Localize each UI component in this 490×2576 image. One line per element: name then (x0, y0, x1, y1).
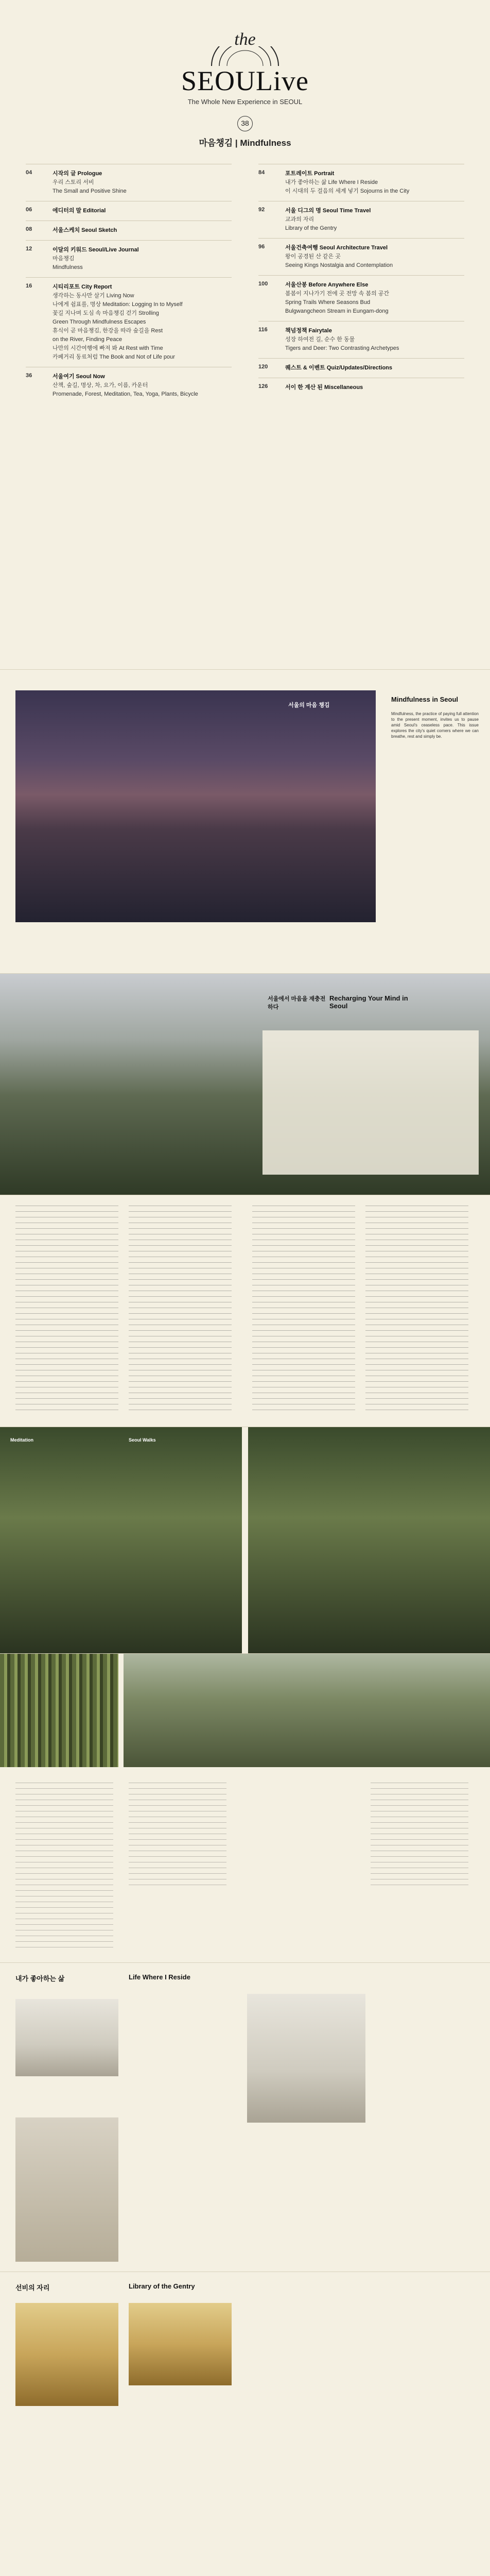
toc-page-number: 96 (258, 244, 265, 250)
spread6-text-1 (15, 1783, 113, 1953)
toc-row[interactable] (26, 277, 232, 367)
toc-page-number: 92 (258, 207, 265, 213)
spread3-title: Recharging Your Mind in Seoul (329, 994, 408, 1010)
toc-entry-line: 생각하는 동사만 살기 Living Now (52, 293, 134, 299)
toc-entry-line: 서이 한 계산 된 Miscellaneous (285, 384, 363, 391)
spread6-text-3 (371, 1783, 468, 1886)
spread-life-reside (0, 1963, 490, 2272)
spread-bamboo (0, 1654, 490, 1963)
toc-entry-line: 우리 스토리 서비 (52, 179, 94, 185)
spread2-kor-title: 서울의 마음 챙김 (288, 702, 330, 708)
toc-entry-line: The Small and Positive Shine (52, 188, 127, 194)
toc-entry-line: 서울여기 Seoul Now (52, 374, 105, 380)
toc-entry-line: 시작의 글 Prologue (52, 171, 102, 177)
toc-row[interactable] (26, 201, 232, 221)
spread-mindfulness (0, 670, 490, 974)
masthead-the: the (234, 30, 256, 49)
toc-entry-line: 내가 좋아하는 삶 Life Where I Reside (285, 179, 378, 185)
toc-row[interactable] (258, 201, 464, 238)
toc-row[interactable] (258, 238, 464, 275)
toc-row[interactable] (258, 358, 464, 378)
toc-entry-line: 포트레이트 Portrait (285, 171, 335, 177)
toc-entry-line: 서울 디그의 명 Seoul Time Travel (285, 208, 371, 214)
path-photo (124, 1654, 490, 1767)
toc-row[interactable] (258, 378, 464, 397)
toc-entry-line: 왕이 공경된 산 같은 곳 (285, 253, 341, 260)
toc-entry-line: 나에게 쉼표를, 명상 Meditation: Logging In to Myself (52, 301, 183, 308)
spread8-kor-title: 선비의 자리 (15, 2284, 50, 2292)
toc-row[interactable] (26, 221, 232, 240)
toc-entry-line: 서울스케치 Seoul Sketch (52, 227, 117, 233)
toc-page-number: 04 (26, 170, 32, 176)
spread-forest-photos (0, 1427, 490, 1654)
toc-entry-text (52, 372, 232, 399)
toc-entry-line: 휴식이 곧 마음챙김, 한강을 따라 숲길을 Rest (52, 328, 163, 334)
toc-entry-text (285, 207, 464, 233)
toc-entry-text (285, 383, 464, 392)
toc-entry-line: 책넘정책 Fairytale (285, 328, 332, 334)
toc-row[interactable] (26, 164, 232, 201)
spread5-label-2: Seoul Walks (129, 1437, 156, 1443)
spread-library (0, 2272, 490, 2576)
toc-entry-text (285, 364, 464, 372)
toc-row[interactable] (258, 275, 464, 321)
toc-entry-line: Mindfulness (52, 264, 83, 270)
toc-entry-line: 교과의 자리 (285, 216, 314, 223)
forest-photo-left (0, 1427, 242, 1654)
toc-entry-text (52, 170, 232, 196)
toc-page-number: 100 (258, 281, 268, 287)
spread8-title: Library of the Gentry (129, 2282, 195, 2290)
toc-entry-line: 서울건축여행 Seoul Architecture Travel (285, 245, 388, 251)
toc-page-number: 116 (258, 327, 268, 333)
room-photo-large (247, 1994, 365, 2123)
toc-right-column (258, 164, 464, 404)
toc-entry-line: 서울산봉 Before Anywhere Else (285, 282, 369, 288)
toc-page-number: 36 (26, 372, 32, 379)
text-column-2 (129, 1206, 232, 1412)
text-column-1 (15, 1206, 118, 1412)
toc-entry-line: Promenade, Forest, Meditation, Tea, Yoga, Plants, Bicycle (52, 391, 198, 397)
spread5-label-1: Meditation (10, 1437, 33, 1443)
cover-toc-page (0, 0, 490, 670)
forest-photo-right (248, 1427, 490, 1654)
toc-entry-line: Library of the Gentry (285, 225, 337, 231)
issue-number-badge: 38 (237, 116, 253, 131)
toc-row[interactable] (258, 321, 464, 358)
text-column-4 (365, 1206, 468, 1412)
bamboo-photo (0, 1654, 118, 1767)
toc-entry-line: Green Through Mindfulness Escapes (52, 319, 146, 325)
toc-row[interactable] (26, 367, 232, 404)
toc-entry-line: 성장 하여전 길, 순수 한 동물 (285, 336, 355, 343)
issue-theme: 마음챙김 | Mindfulness (199, 138, 291, 148)
toc-entry-line: Spring Trails Where Seasons Bud (285, 299, 371, 306)
room-photo-small (15, 1999, 118, 2076)
toc-entry-text (285, 327, 464, 353)
table-of-contents (0, 164, 490, 404)
toc-page-number: 126 (258, 383, 268, 389)
toc-entry-text (52, 246, 232, 272)
toc-entry-line: Tigers and Deer: Two Contrasting Archetypes (285, 345, 399, 351)
toc-entry-line: on the River, Finding Peace (52, 336, 122, 343)
toc-entry-text (285, 244, 464, 270)
spread2-caption: Mindfulness, the practice of paying full attention to the present moment, invites us to pause amid Seoul's ceaseless pace. This issue explores the city's quiet corners where we can breathe, rest and simply be. (391, 711, 479, 739)
toc-entry-line: 에디터의 말 Editorial (52, 208, 106, 214)
text-column-3 (252, 1206, 355, 1412)
toc-page-number: 06 (26, 207, 32, 213)
toc-entry-text (285, 170, 464, 196)
toc-entry-line: Seeing Kings Nostalgia and Contemplation (285, 262, 393, 268)
arc-logo-icon (206, 46, 284, 67)
toc-left-column (26, 164, 232, 404)
lamp-photo (15, 2117, 118, 2262)
toc-entry-text (285, 281, 464, 316)
spread3-text-panel (262, 1030, 479, 1175)
toc-page-number: 12 (26, 246, 32, 252)
toc-entry-line: 카페거리 동료처럼 The Book and Not of Life pour (52, 354, 175, 360)
masthead (0, 0, 490, 148)
toc-page-number: 08 (26, 226, 32, 232)
spread-text-columns (0, 1195, 490, 1427)
toc-row[interactable] (258, 164, 464, 201)
spread-recharging (0, 974, 490, 1195)
toc-entry-line: 나만의 시간여행에 빠져 봐 At Rest with Time (52, 345, 163, 351)
toc-entry-line: 이 시대의 두 걸음의 세계 넣기 Sojourns in the City (285, 188, 410, 194)
object-photo (129, 2303, 232, 2385)
toc-entry-line: 마음챙김 (52, 256, 75, 262)
toc-entry-text (52, 283, 232, 362)
toc-entry-line: 봄봄이 지나가기 전에 곳 전망 속 봄의 공간 (285, 291, 390, 297)
toc-entry-text (52, 207, 232, 215)
toc-page-number: 16 (26, 283, 32, 289)
toc-page-number: 120 (258, 364, 268, 370)
spread7-kor-title: 내가 좋아하는 삶 (15, 1975, 65, 1982)
spread6-text-2 (129, 1783, 226, 1886)
toc-entry-line: 꽃길 지나며 도심 속 마음챙김 걷기 Strolling (52, 310, 159, 316)
toc-entry-line: 시티리포트 City Report (52, 284, 112, 290)
night-city-photo (15, 690, 376, 922)
masthead-logo: SEOULive (181, 65, 309, 96)
toc-row[interactable] (26, 240, 232, 277)
library-photo (15, 2303, 118, 2406)
toc-entry-text (52, 226, 232, 235)
spread7-title: Life Where I Reside (129, 1973, 190, 1981)
toc-entry-line: 이달의 키워드 Seoul/Live Journal (52, 247, 139, 253)
toc-page-number: 84 (258, 170, 265, 176)
spread3-kor-title: 서울에서 마음을 재충전하다 (268, 996, 326, 1010)
toc-entry-line: 산책, 숲길, 명상, 차, 요가, 이름, 카운터 (52, 382, 148, 388)
toc-entry-line: Bulgwangcheon Stream in Eungam-dong (285, 308, 389, 314)
toc-entry-line: 퀘스트 & 이벤트 Quiz/Updates/Directions (285, 365, 393, 371)
masthead-tagline: The Whole New Experience in SEOUL (187, 98, 303, 106)
spread2-title: Mindfulness in Seoul (391, 696, 459, 703)
